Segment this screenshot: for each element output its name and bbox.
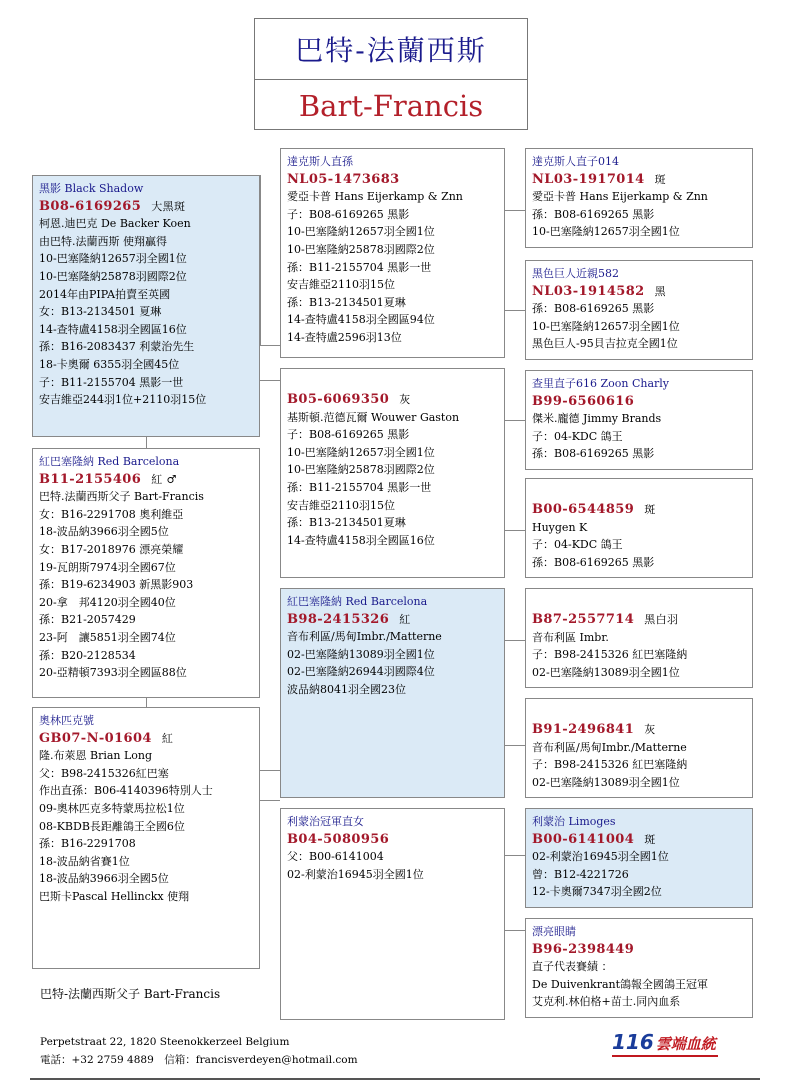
pedigree-card-g1[interactable] [525,148,753,248]
connector [505,530,525,531]
address: Perpetstraat 22, 1820 Steenokkerzeel Belgium [40,1036,290,1048]
card-line: 音布利區/馬甸Imbr./Matterne [287,630,442,644]
card-line: 艾克利.林伯格+苗士.同內血系 [532,995,681,1009]
logo-number: 116 [612,1030,654,1054]
ring-number [287,611,498,629]
card-line: 孫：B13-2134501夏琳 [287,516,406,530]
card-line: 隆.布萊恩 Brian Long [39,749,153,763]
ring-number [532,831,746,849]
card-line: 安吉維亞244羽1位+2110羽15位 [39,393,207,407]
card-line: 14-查特盧4158羽全國區16位 [39,322,187,336]
card-line: 08-KBDB長距離鴿王全國6位 [39,819,185,833]
contact-block [40,1033,358,1069]
ring-number-value: B04-5080956 [287,831,390,847]
ring-number-value: B96-2398449 [532,941,635,957]
ring-number [287,831,498,849]
card-line: 曾：B12-4221726 [532,867,629,881]
card-line: 柯恩.迪巴克 De Backer Koen [39,217,191,231]
card-line: 子：B08-6169265 黑影 [287,428,410,442]
connector [505,210,525,211]
ring-number [532,721,746,739]
color-tag: 黑白羽 [644,613,679,626]
connector [505,640,525,641]
title-divider [255,79,527,80]
card-line: 子：B11-2155704 黑影一世 [39,375,184,389]
ring-number-value: GB07-N-01604 [39,730,152,746]
card-line: 黑色巨人-95貝吉拉克全國1位 [532,337,678,351]
connector [505,745,525,746]
color-tag: 斑 [654,172,667,186]
card-line: 10-巴塞隆納12657羽全國1位 [287,445,435,459]
card-line: De Duivenkrant鴿報全國鴿王冠軍 [532,977,709,991]
ring-number-value: B00-6141004 [532,831,635,847]
ring-number [532,171,746,189]
contact-info: 電話：+32 2759 4889 信箱：francisverdeyen@hotmail.com [40,1054,358,1066]
ring-number [39,730,253,748]
pedigree-card-g4[interactable] [525,478,753,578]
pedigree-card-sire-sire[interactable] [280,148,505,358]
color-tag: 黑 [654,284,667,298]
card-line: 2014年由PIPA拍賣至英國 [39,287,171,301]
card-line: 20-亞精頓7393羽全國區88位 [39,666,187,680]
color-tag: 斑 [644,832,656,846]
ring-number-value: B91-2496841 [532,722,635,737]
card-line: 孫：B16-2083437 利蒙治先生 [39,340,195,354]
pedigree-card-g7[interactable] [525,808,753,908]
ring-number [532,941,746,959]
card-line: Huygen K [532,520,588,534]
card-name: 達克斯人直子014 [532,155,619,168]
pedigree-card-olympic[interactable] [32,707,260,969]
ring-number [287,171,498,189]
ring-number-value: B05-6069350 [287,392,390,407]
card-line: 愛亞卡普 Hans Eijerkamp & Znn [287,190,463,204]
card-line: 子：04-KDC 鴿王 [532,429,623,443]
ring-number-value: NL03-1917014 [532,171,645,187]
card-name: 利蒙治冠軍直女 [287,815,364,828]
ring-number-value: NL03-1914582 [532,283,645,299]
ring-number [287,391,498,409]
pedigree-card-g8[interactable] [525,918,753,1018]
ring-number [39,471,253,489]
card-line: 18-波品納3966羽全國5位 [39,525,169,539]
card-line: 14-查特盧4158羽全國區16位 [287,533,435,547]
color-tag: 大黑斑 [151,199,186,213]
card-line: 20-拿 邦4120羽全國40位 [39,595,176,609]
logo-text: 雲端血統 [655,1035,716,1053]
brand-logo [612,1030,716,1054]
card-name: 利蒙治 Limoges [532,815,616,828]
ring-number-value: B87-2557714 [532,612,635,627]
card-line: 02-利蒙治16945羽全國1位 [532,850,669,864]
card-name: 奧林匹克號 [39,714,94,727]
card-line: 02-巴塞隆納26944羽國際4位 [287,665,435,679]
card-line: 直子代表賽績 ： [532,960,613,974]
connector [260,380,280,381]
pedigree-card-sire-dam[interactable] [280,368,505,578]
pedigree-card-g2[interactable] [525,260,753,360]
card-line: 子：B98-2415326 紅巴塞隆納 [532,648,688,662]
card-line: 音布利區/馬甸Imbr./Matterne [532,740,687,754]
logo-underline [612,1055,718,1057]
title-box [254,18,528,130]
card-line: 子：B98-2415326 紅巴塞隆納 [532,758,688,772]
card-line: 12-卡奧爾7347羽全國2位 [532,885,662,899]
ring-number-value: NL05-1473683 [287,171,400,187]
card-line: 孫：B08-6169265 黑影 [532,555,655,569]
color-tag: 灰 [644,723,656,736]
connector [260,345,280,346]
card-line: 19-瓦朗斯7974羽全國67位 [39,560,176,574]
connector [505,930,525,931]
color-tag: 斑 [644,503,656,516]
pedigree-card-dam-dam[interactable] [280,808,505,1020]
pedigree-card-g5[interactable] [525,588,753,688]
card-line: 父：B00-6141004 [287,850,384,864]
ring-number [532,611,746,629]
connector [146,436,147,448]
card-line: 子：04-KDC 鴿王 [532,538,623,552]
pedigree-card-g3[interactable] [525,370,753,470]
card-line: 孫：B16-2291708 [39,837,136,851]
card-name: 黑色巨人近親582 [532,267,619,280]
card-line: 18-波品納省賽1位 [39,854,130,868]
card-line: 10-巴塞隆納25878羽國際2位 [287,242,435,256]
ring-number-value: B00-6544859 [532,502,635,517]
card-line: 安吉維亞2110羽15位 [287,498,395,512]
color-tag: 灰 [399,393,411,406]
connector [146,697,147,707]
owner-name: 巴特-法蘭西斯父子 Bart-Francis [40,987,221,1001]
card-line: 子：B08-6169265 黑影 [287,207,410,221]
card-line: 女：B17-2018976 漂亮榮耀 [39,542,184,556]
card-line: 孫：B08-6169265 黑影 [532,302,655,316]
ring-number [532,501,746,519]
card-line: 10-巴塞隆納12657羽全國1位 [287,225,435,239]
card-line: 愛亞卡普 Hans Eijerkamp & Znn [532,190,708,204]
card-line: 女：B16-2291708 奧利維亞 [39,507,184,521]
card-line: 10-巴塞隆納12657羽全國1位 [532,225,680,239]
connector [260,175,261,345]
card-line: 孫：B08-6169265 黑影 [532,447,655,461]
ring-number-value: B98-2415326 [287,611,390,627]
card-name: 紅巴塞隆納 Red Barcelona [287,595,428,608]
card-line: 巴斯卡Pascal Hellinckx 使翔 [39,889,190,903]
card-line: 由巴特.法蘭西斯 使翔贏得 [39,234,167,248]
ring-number-value: B08-6169265 [39,198,142,214]
card-line: 女：B13-2134501 夏琳 [39,305,162,319]
title-english: Bart-Francis [298,89,484,123]
card-name: 查里直子616 Zoon Charly [532,377,670,390]
card-line: 孫：B11-2155704 黑影一世 [287,260,432,274]
card-line: 23-阿 讓5851羽全國74位 [39,630,176,644]
card-line: 基斯頓.范德瓦爾 Wouwer Gaston [287,410,460,424]
card-line: 02-巴塞隆納13089羽全國1位 [532,665,680,679]
connector [260,770,280,771]
card-name: 漂亮眼睛 [532,925,576,938]
card-line: 傑米.龐德 Jimmy Brands [532,412,662,426]
card-line: 18-波品納3966羽全國5位 [39,872,169,886]
card-line: 10-巴塞隆納12657羽全國1位 [532,319,680,333]
pedigree-card-dam[interactable] [32,448,260,698]
card-line: 作出直孫：B06-4140396特別人士 [39,784,213,798]
card-line: 02-巴塞隆納13089羽全國1位 [287,647,435,661]
connector [505,855,525,856]
card-name: 黑影 Black Shadow [39,182,144,195]
card-line: 孫：B11-2155704 黑影一世 [287,480,432,494]
card-line: 孫：B08-6169265 黑影 [532,207,655,221]
pedigree-card-subject[interactable] [32,175,260,437]
card-line: 父：B98-2415326紅巴塞 [39,766,169,780]
card-line: 安吉維亞2110羽15位 [287,278,395,292]
card-line: 10-巴塞隆納25878羽國際2位 [39,269,187,283]
card-line: 02-巴塞隆納13089羽全國1位 [532,775,680,789]
pedigree-card-dam-sire[interactable] [280,588,505,798]
card-line: 巴特.法蘭西斯父子 Bart-Francis [39,490,204,504]
ring-number-value: B11-2155406 [39,471,142,487]
card-line: 10-巴塞隆納25878羽國際2位 [287,463,435,477]
ring-number-value: B99-6560616 [532,393,635,409]
connector [505,420,525,421]
color-tag: 紅 [161,731,174,745]
card-name: 紅巴塞隆納 Red Barcelona [39,455,180,468]
card-line: 波品納8041羽全國23位 [287,682,406,696]
ring-number [39,198,253,216]
card-line: 09-奧林匹克多特蒙馬拉松1位 [39,801,185,815]
bottom-divider [30,1078,760,1080]
color-tag: 紅 [399,612,411,626]
connector [260,800,280,801]
ring-number [532,393,746,411]
ring-number [532,283,746,301]
card-line: 10-巴塞隆納12657羽全國1位 [39,252,187,266]
card-line: 音布利區 Imbr. [532,630,609,644]
card-line: 02-利蒙治16945羽全國1位 [287,867,424,881]
card-line: 孫：B20-2128534 [39,648,136,662]
card-line: 孫：B19-6234903 新黑影903 [39,578,194,592]
connector [505,310,525,311]
card-line: 14-查特盧2596羽13位 [287,330,402,344]
card-line: 孫：B21-2057429 [39,613,136,627]
card-line: 14-查特盧4158羽全國區94位 [287,313,435,327]
card-line: 18-卡奧爾 6355羽全國45位 [39,357,180,371]
title-chinese: 巴特-法蘭西斯 [295,34,487,67]
color-tag: 紅 ♂ [151,472,177,486]
pedigree-card-g6[interactable] [525,698,753,798]
card-name: 達克斯人直孫 [287,155,353,168]
card-line: 孫：B13-2134501夏琳 [287,295,406,309]
